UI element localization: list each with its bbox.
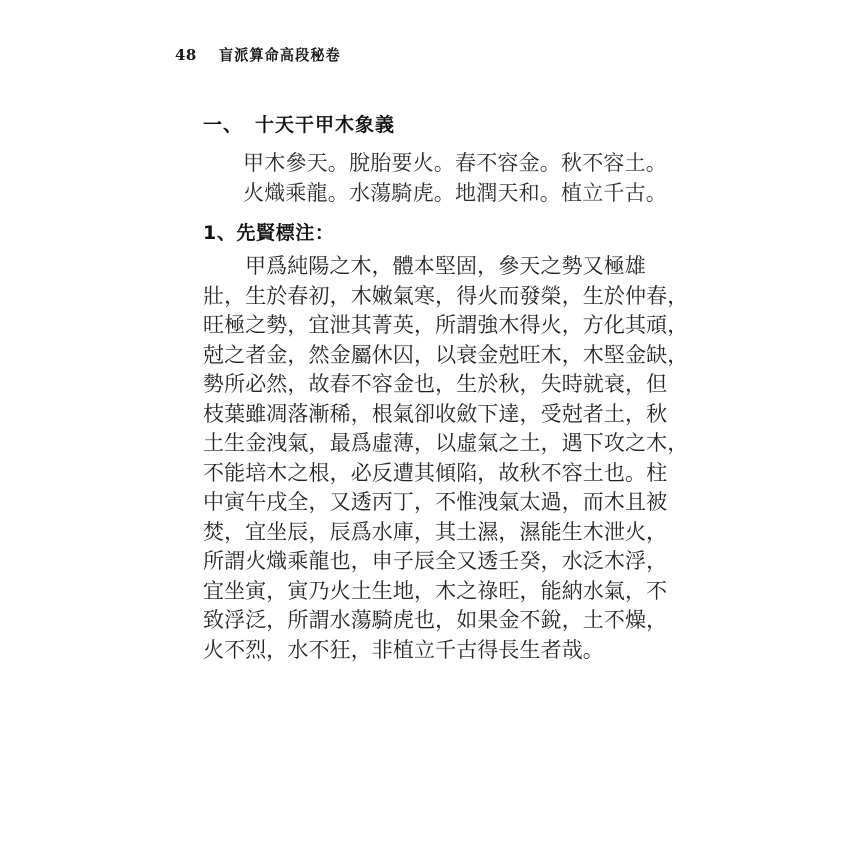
section-heading bbox=[203, 110, 643, 140]
body-line: 中寅午戌全，又透丙丁，不惟洩氣太過，而木且被 bbox=[203, 490, 668, 514]
body-line: 甲爲純陽之木，體本堅固，參天之勢又極雄 bbox=[245, 254, 646, 278]
body-line: 不能培木之根，必反遭其傾陷，故秋不容土也。柱 bbox=[203, 460, 668, 485]
body-line: 宜坐寅，寅乃火土生地，木之祿旺，能納水氣，不 bbox=[203, 578, 668, 603]
body-line: 焚，宜坐辰，辰爲水庫，其土濕，濕能生木泄火， bbox=[203, 519, 668, 544]
body-line: 土生金洩氣，最爲虛薄，以虛氣之土，遇下攻之木， bbox=[203, 431, 689, 455]
body-line: 尅之者金，然金屬休囚，以衰金尅旺木，木堅金缺， bbox=[203, 342, 689, 367]
body-line: 旺極之勢，宜泄其菁英，所謂強木得火，方化其頑， bbox=[203, 313, 689, 337]
body-line: 枝葉雖凋落漸稀，根氣卻收斂下達，受尅者土，秋 bbox=[203, 401, 668, 426]
body-line: 致浮泛，所謂水蕩騎虎也，如果金不銳，土不燥， bbox=[203, 608, 668, 632]
verse-line: 甲木參天。脫胎要火。春不容金。秋不容土。 bbox=[243, 151, 667, 175]
running-header bbox=[175, 44, 348, 65]
body-line: 勢所必然，故春不容金也，生於秋，失時就衰，但 bbox=[203, 372, 668, 396]
body-line: 壯，生於春初，木嫩氣寒，得火而發榮，生於仲春， bbox=[203, 283, 689, 308]
verse-line: 火熾乘龍。水蕩騎虎。地潤天和。植立千古。 bbox=[243, 181, 667, 205]
page-number: 48 bbox=[175, 46, 197, 64]
body-line: 火不烈，水不狂，非植立千古得長生者哉。 bbox=[203, 637, 604, 662]
section-title: 十天干甲木象義 bbox=[255, 114, 396, 136]
book-title: 盲派算命高段秘卷 bbox=[218, 46, 341, 64]
verse-block bbox=[203, 148, 667, 208]
body-text bbox=[203, 252, 689, 665]
page-content bbox=[203, 110, 689, 665]
section-number: 一、 bbox=[203, 114, 244, 136]
body-line: 所謂火熾乘龍也，申子辰全又透壬癸，水泛木浮， bbox=[203, 549, 668, 573]
subsection-heading: 1、先賢標注： bbox=[203, 222, 335, 244]
